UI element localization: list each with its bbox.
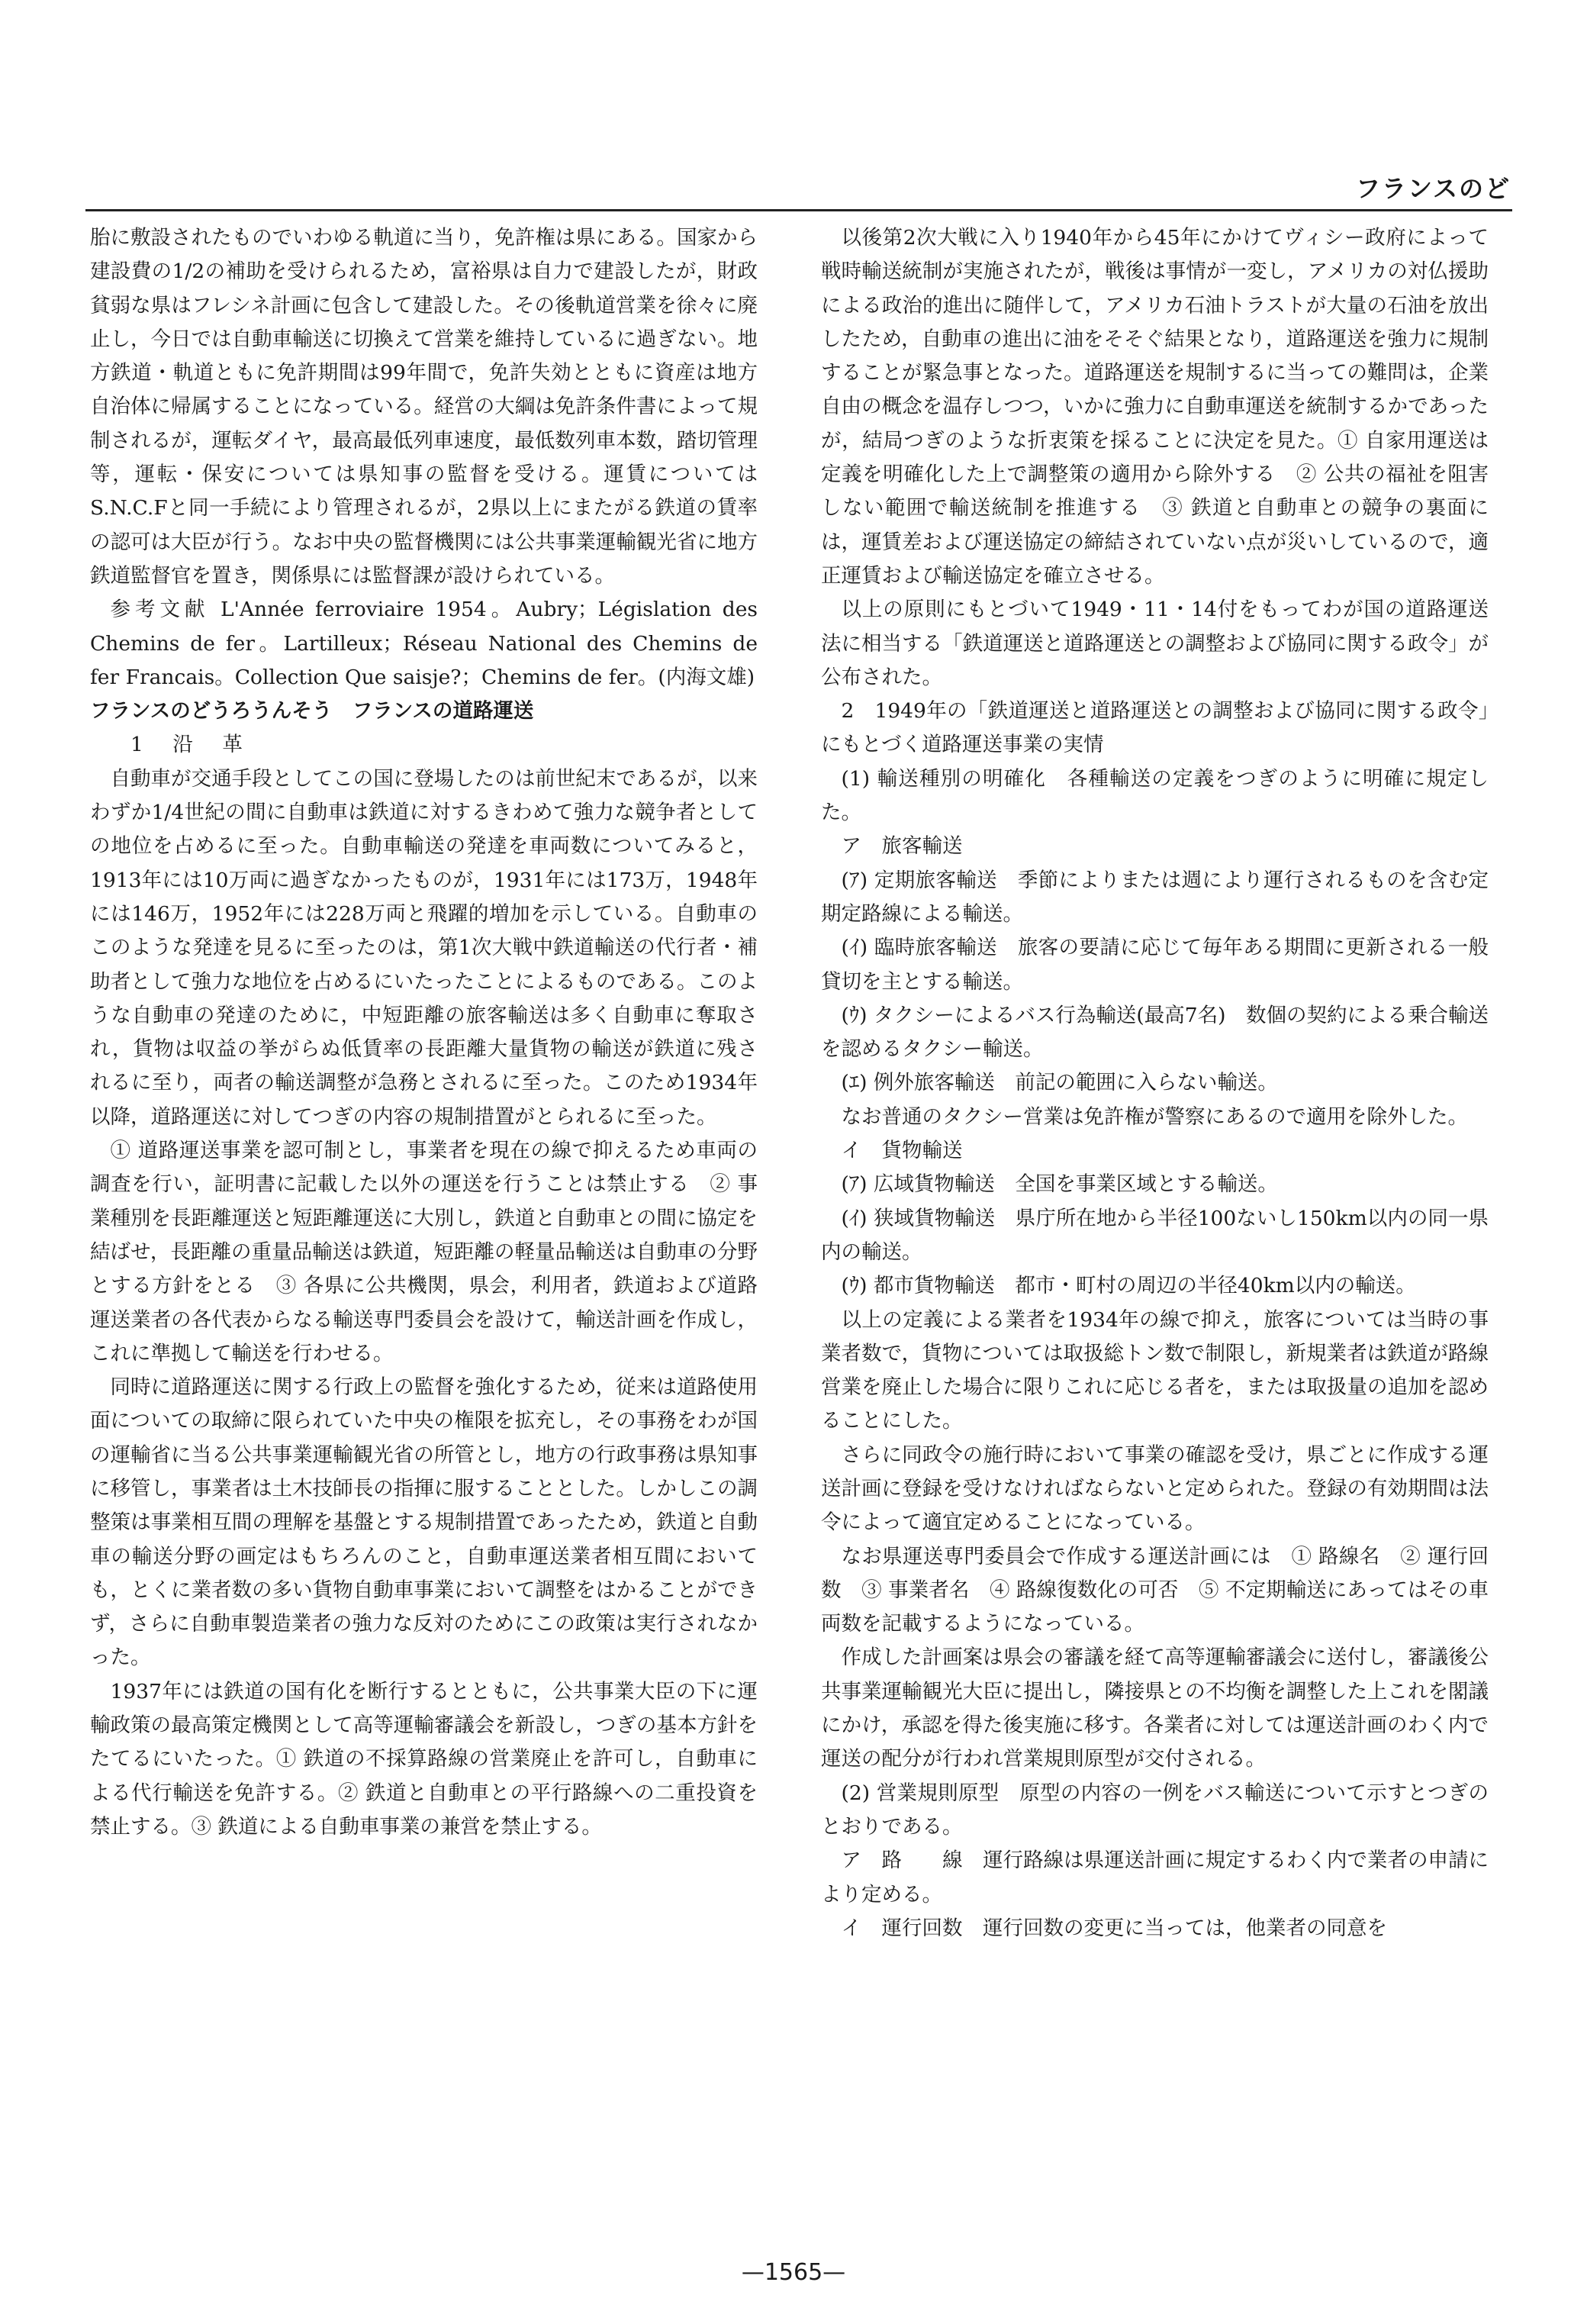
paragraph: ① 道路運送事業を認可制とし，事業者を現在の線で抑えるため車両の調査を行い，証明書に記載した以外の運送を行うことは禁止する ② 事業種別を長距離運送と短距離運送に大別し，鉄道と自動車との間に協定を結ばせ，長距離の重量品輸送は鉄道，短距離の軽量品輸送は自動車の分野とする方針をとる ③ 各県に公共機関，県会，利用者，鉄道および道路運送業者の各代表からなる輸送専門委員会を設けて，輸送計画を作成し，これに準拠して輸送を行わせる。 (90, 1139, 758, 1365)
paragraph: (ｲ) 狭域貨物輸送 県庁所在地から半径100ないし150km以内の同一県内の輸送。 (821, 1206, 1489, 1264)
paragraph: イ 運行回数 運行回数の変更に当っては，他業者の同意を (841, 1916, 1387, 1940)
paragraph: (ｴ) 例外旅客輸送 前記の範囲に入らない輸送。 (841, 1071, 1278, 1095)
right-column (821, 221, 1489, 1945)
paragraph: (ｲ) 臨時旅客輸送 旅客の要請に応じて毎年ある期間に更新される一般貸切を主とする輸送。 (821, 936, 1489, 994)
page-number: —1565— (741, 2259, 846, 2286)
paragraph: 以上の原則にもとづいて1949・11・14付をもってわが国の道路運送法に相当する「鉄道運送と道路運送との調整および協同に関する政令」が公布された。 (821, 598, 1489, 689)
paragraph: 以上の定義による業者を1934年の線で抑え，旅客については当時の事業者数で，貨物については取扱総トン数で制限し，新規業者は鉄道が路線営業を廃止した場合に限りこれに応じる者を，または取扱量の追加を認めることにした。 (821, 1307, 1489, 1433)
paragraph: ア 旅客輸送 (841, 834, 963, 859)
paragraph: イ 貨物輸送 (841, 1139, 963, 1163)
section-heading: フランスのどうろうんそう フランスの道路運送 (90, 699, 534, 724)
paragraph: (ｱ) 広域貨物輸送 全国を事業区域とする輸送。 (841, 1172, 1278, 1197)
header-rule (85, 209, 1512, 211)
subsection-heading: 1 沿 革 (130, 733, 247, 757)
left-column (90, 221, 758, 1844)
paragraph: (1) 輸送種別の明確化 各種輸送の定義をつぎのように明確に規定した。 (821, 766, 1489, 825)
paragraph: (ｳ) 都市貨物輸送 都市・町村の周辺の半径40km以内の輸送。 (841, 1274, 1416, 1298)
paragraph: (2) 営業規則原型 原型の内容の一例をバス輸送について示すとつぎのとおりである。 (821, 1781, 1489, 1839)
paragraph: なお普通のタクシー営業は免許権が警察にあるので適用を除外した。 (841, 1104, 1468, 1129)
running-head: フランスのど (1355, 174, 1511, 203)
paragraph: 胎に敷設されたものでいわゆる軌道に当り，免許権は県にある。国家から建設費の1/2の補助を受けられるため，富裕県は自力で建設したが，財政貧弱な県はフレシネ計画に包含して建設した。その後軌道営業を徐々に廃止し，今日では自動車輸送に切換えて営業を維持しているに過ぎない。地方鉄道・軌道ともに免許期間は99年間で，免許失効とともに資産は地方自治体に帰属することになっている。経営の大綱は免許条件書によって規制されるが，運転ダイヤ，最高最低列車速度，最低数列車本数，踏切管理等，運転・保安については県知事の監督を受ける。運賃についてはS.N.C.Fと同一手続により管理されるが，2県以上にまたがる鉄道の賃率の認可は大臣が行う。なお中央の監督機関には公共事業運輸観光省に地方鉄道監督官を置き，関係県には監督課が設けられている。 (90, 226, 758, 588)
paragraph: 1937年には鉄道の国有化を断行するとともに，公共事業大臣の下に運輸政策の最高策定機関として高等運輸審議会を新設し，つぎの基本方針をたてるにいたった。① 鉄道の不採算路線の営業廃止を許可し，自動車による代行輸送を免許する。② 鉄道と自動車との平行路線への二重投資を禁止する。③ 鉄道による自動車事業の兼営を禁止する。 (90, 1679, 758, 1839)
paragraph: 自動車が交通手段としてこの国に登場したのは前世紀末であるが，以来わずか1/4世紀の間に自動車は鉄道に対するきわめて強力な競争者としての地位を占めるに至った。自動車輸送の発達を車両数についてみると，1913年には10万両に過ぎなかったものが，1931年には173万，1948年には146万，1952年には228万両と飛躍的増加を示している。自動車のこのような発達を見るに至ったのは，第1次大戦中鉄道輸送の代行者・補助者として強力な地位を占めるにいたったことによるものである。このような自動車の発達のために，中短距離の旅客輸送は多く自動車に奪取され，貨物は収益の挙がらぬ低賃率の長距離大量貨物の輸送が鉄道に残されるに至り，両者の輸送調整が急務とされるに至った。このため1934年以降，道路運送に対してつぎの内容の規制措置がとられるに至った。 (90, 766, 758, 1129)
paragraph: さらに同政令の施行時において事業の確認を受け，県ごとに作成する運送計画に登録を受けなければならないと定められた。登録の有効期間は法令によって適宜定めることになっている。 (821, 1442, 1489, 1535)
paragraph: (ｳ) タクシーによるバス行為輸送(最高7名) 数個の契約による乗合輸送を認めるタクシー輸送。 (821, 1003, 1489, 1062)
paragraph: なお県運送専門委員会で作成する運送計画には ① 路線名 ② 運行回数 ③ 事業者名 ④ 路線復数化の可否 ⑤ 不定期輸送にあってはその車両数を記載するようになっている。 (821, 1544, 1489, 1636)
paragraph: 参考文献 L'Année ferroviaire 1954。Aubry；Législation des Chemins de fer。Lartilleux；Réseau National des Chemins de fer Francais。Collection Que saisje?；Chemins de fer。(内海文雄) (90, 598, 758, 689)
paragraph: 作成した計画案は県会の審議を経て高等運輸審議会に送付し，審議後公共事業運輸観光大臣に提出し，隣接県との不均衡を調整した上これを閣議にかけ，承認を得た後実施に移す。各業者に対しては運送計画のわく内で運送の配分が行われ営業規則原型が交付される。 (821, 1645, 1489, 1771)
paragraph: (ｱ) 定期旅客輸送 季節によりまたは週により運行されるものを含む定期定路線による輸送。 (821, 868, 1489, 926)
paragraph: 2 1949年の「鉄道運送と道路運送との調整および協同に関する政令」にもとづく道路運送事業の実情 (821, 699, 1489, 757)
paragraph: ア 路 線 運行路線は県運送計画に規定するわく内で業者の申請により定める。 (821, 1849, 1489, 1907)
paragraph: 以後第2次大戦に入り1940年から45年にかけてヴィシー政府によって戦時輸送統制が実施されたが，戦後は事情が一変し，アメリカの対仏援助による政治的進出に随伴して，アメリカ石油トラストが大量の石油を放出したため，自動車の進出に油をそそぐ結果となり，道路運送を強力に規制することが緊急事となった。道路運送を規制するに当っての難問は，企業自由の概念を温存しつつ，いかに強力に自動車運送を統制するかであったが，結局つぎのような折衷策を採ることに決定を見た。① 自家用運送は定義を明確化した上で調整策の適用から除外する ② 公共の福祉を阻害しない範囲で輸送統制を推進する ③ 鉄道と自動車との競争の裏面には，運賃差および運送協定の締結されていない点が災いしているので，適正運賃および輸送協定を確立させる。 (821, 226, 1489, 588)
paragraph: 同時に道路運送に関する行政上の監督を強化するため，従来は道路使用面についての取締に限られていた中央の権限を拡充し，その事務をわが国の運輸省に当る公共事業運輸観光省の所管とし，地方の行政事務は県知事に移管し，事業者は土木技師長の指揮に服することとした。しかしこの調整策は事業相互間の理解を基盤とする規制措置であったため，鉄道と自動車の輸送分野の画定はもちろんのこと，自動車運送業者相互間においても，とくに業者数の多い貨物自動車事業において調整をはかることができず，さらに自動車製造業者の強力な反対のためにこの政策は実行されなかった。 (90, 1375, 758, 1670)
